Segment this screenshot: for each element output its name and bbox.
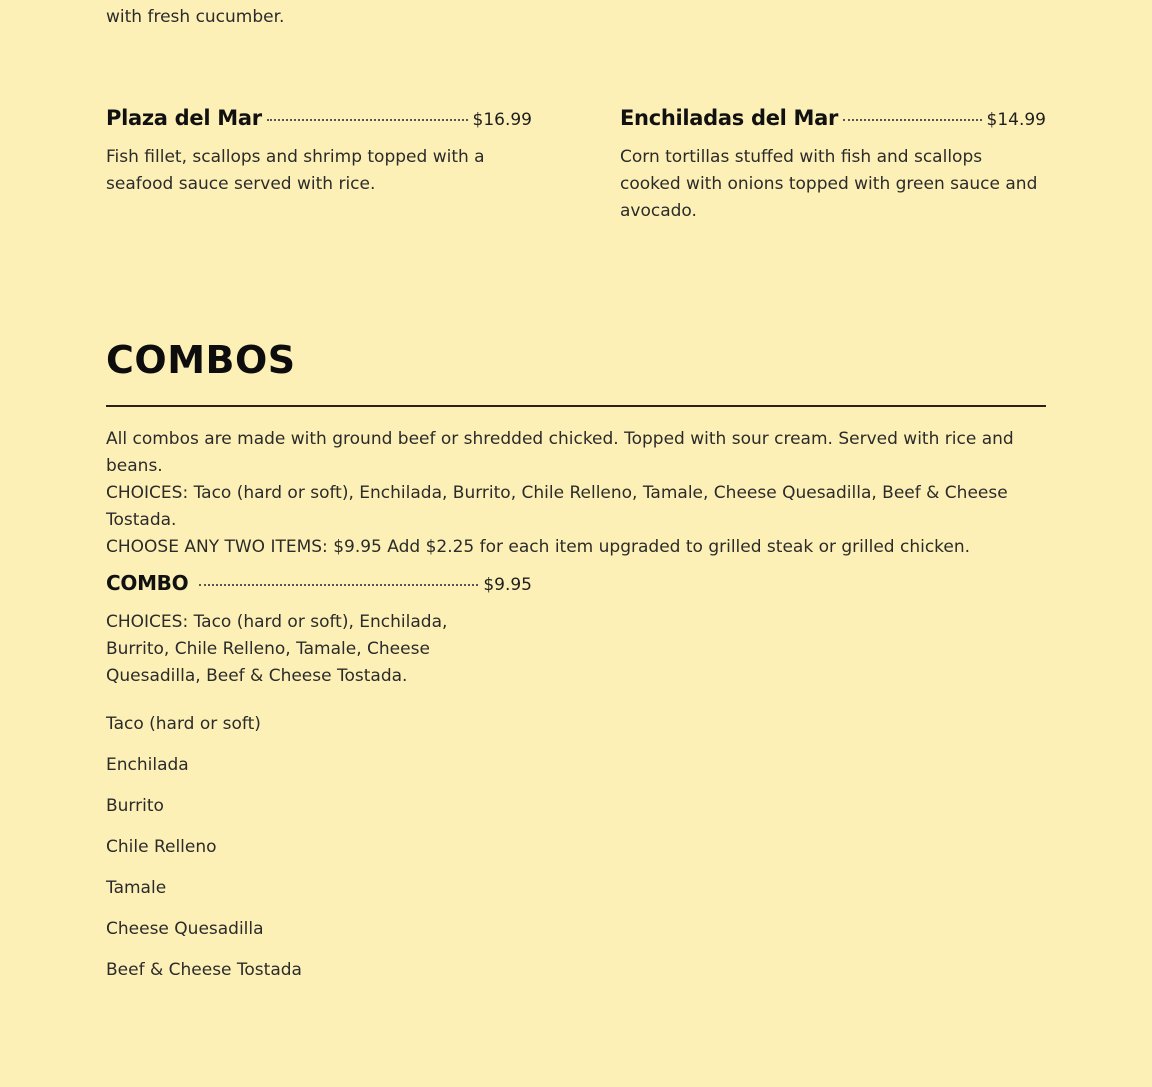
menu-item-description: Fish fillet, scallops and shrimp topped with a seafood sauce served with rice. — [106, 147, 485, 194]
menu-item-price: $9.95 — [483, 575, 532, 595]
combo-choice: Tamale — [106, 878, 167, 898]
section-description-line: All combos are made with ground beef or shredded chicked. Topped with sour cream. Served with rice and beans. — [106, 429, 1014, 476]
menu-item-name: COMBO — [106, 571, 189, 595]
menu-item-combo — [106, 571, 532, 690]
previous-item-description: with fresh cucumber. — [106, 7, 285, 27]
dot-leader — [843, 119, 981, 121]
menu-item-price: $16.99 — [472, 110, 532, 130]
menu-item-header — [106, 106, 532, 130]
combo-choice: Cheese Quesadilla — [106, 919, 264, 939]
menu-item-description: CHOICES: Taco (hard or soft), Enchilada, Burrito, Chile Relleno, Tamale, Cheese Quesadilla, Beef & Cheese Tostada. — [106, 612, 448, 686]
section-description-line: CHOICES: Taco (hard or soft), Enchilada, Burrito, Chile Relleno, Tamale, Cheese Quesadilla, Beef & Cheese Tostada. — [106, 483, 1008, 530]
menu-item-name: Enchiladas del Mar — [620, 106, 839, 130]
dot-leader — [267, 119, 468, 121]
section-divider — [106, 405, 1046, 407]
menu-item-header — [106, 571, 532, 595]
combo-choice: Enchilada — [106, 755, 189, 775]
section-description — [106, 426, 1051, 561]
menu-item-header — [620, 106, 1046, 130]
combo-choice: Taco (hard or soft) — [106, 714, 261, 734]
dot-leader — [199, 584, 478, 586]
menu-item-plaza-del-mar — [106, 106, 536, 198]
menu-item-enchiladas-del-mar — [620, 106, 1046, 225]
menu-item-description: Corn tortillas stuffed with fish and scallops cooked with onions topped with green sauce and avocado. — [620, 147, 1038, 221]
combo-choice: Burrito — [106, 796, 164, 816]
menu-item-price: $14.99 — [986, 110, 1046, 130]
combo-choices-list — [106, 711, 302, 998]
menu-item-name: Plaza del Mar — [106, 106, 262, 130]
combo-choice: Beef & Cheese Tostada — [106, 960, 302, 980]
combo-choice: Chile Relleno — [106, 837, 217, 857]
section-description-line: CHOOSE ANY TWO ITEMS: $9.95 Add $2.25 for each item upgraded to grilled steak or grilled chicken. — [106, 537, 971, 557]
section-title-combos: COMBOS — [106, 338, 296, 382]
